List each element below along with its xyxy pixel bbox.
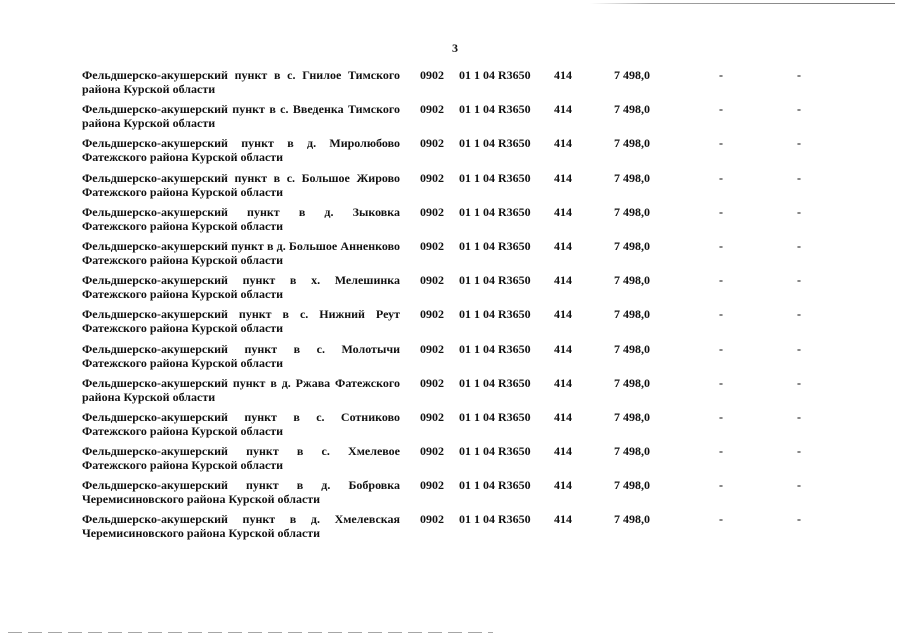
table-row (0, 342, 905, 376)
institution-name-line-2: района Курской области (82, 389, 216, 404)
target-article-code: 01 1 04 R3650 (459, 478, 531, 493)
table-row (0, 171, 905, 205)
section-code: 0902 (420, 444, 444, 459)
section-code: 0902 (420, 341, 444, 356)
institution-name-line-2: Фатежского района Курской области (82, 355, 284, 370)
institution-name-line-1: Фельдшерско-акушерский пункт в д. Хмелевская (82, 512, 400, 527)
target-article-code: 01 1 04 R3650 (459, 273, 531, 288)
target-article-code: 01 1 04 R3650 (459, 341, 531, 356)
amount-value: 7 498,0 (614, 512, 650, 527)
amount-year-2-value: - (719, 409, 723, 424)
expense-type-code: 414 (554, 68, 572, 82)
institution-name-line-2: Фатежского района Курской области (82, 423, 284, 438)
amount-year-3-value: - (797, 444, 801, 459)
section-code: 0902 (420, 307, 444, 322)
amount-value: 7 498,0 (614, 307, 650, 322)
institution-name-line-1: Фельдшерско-акушерский пункт в д. Бобровка (82, 478, 400, 493)
amount-year-3-value: - (797, 273, 801, 288)
institution-name (82, 478, 400, 506)
institution-name-line-2: района Курской области (82, 82, 216, 96)
amount-value: 7 498,0 (614, 170, 650, 185)
institution-name-line-1: Фельдшерско-акушерский пункт в д. Зыковка (82, 204, 400, 219)
institution-name (82, 68, 400, 96)
table-row (0, 68, 905, 102)
expense-type-code: 414 (554, 273, 572, 288)
amount-year-2-value: - (719, 170, 723, 185)
institution-name (82, 342, 400, 370)
amount-year-2-value: - (719, 478, 723, 493)
amount-year-2-value: - (719, 204, 723, 219)
table-row (0, 410, 905, 444)
table-row (0, 239, 905, 273)
amount-year-2-value: - (719, 307, 723, 322)
page-number: 3 (452, 41, 458, 55)
amount-year-2-value: - (719, 136, 723, 151)
target-article-code: 01 1 04 R3650 (459, 375, 531, 390)
table-row (0, 205, 905, 239)
amount-year-3-value: - (797, 170, 801, 185)
expense-type-code: 414 (554, 375, 572, 390)
expense-type-code: 414 (554, 409, 572, 424)
expense-type-code: 414 (554, 204, 572, 219)
institution-name-line-2: Черемисиновского района Курской области (82, 526, 321, 541)
amount-value: 7 498,0 (614, 273, 650, 288)
expense-type-code: 414 (554, 102, 572, 117)
section-code: 0902 (420, 170, 444, 185)
expense-type-code: 414 (554, 238, 572, 253)
amount-year-3-value: - (797, 478, 801, 493)
target-article-code: 01 1 04 R3650 (459, 170, 531, 185)
amount-value: 7 498,0 (614, 204, 650, 219)
institution-name-line-2: Фатежского района Курской области (82, 287, 284, 302)
table-row (0, 273, 905, 307)
amount-year-2-value: - (719, 512, 723, 527)
amount-year-2-value: - (719, 68, 723, 82)
table-row (0, 512, 905, 546)
institution-name (82, 239, 400, 267)
section-code: 0902 (420, 478, 444, 493)
institution-name-line-2: Фатежского района Курской области (82, 321, 284, 336)
institution-name (82, 410, 400, 438)
amount-year-2-value: - (719, 341, 723, 356)
institution-name-line-1: Фельдшерско-акушерский пункт в с. Сотниково (82, 409, 400, 424)
institution-name-line-1: Фельдшерско-акушерский пункт в х. Мелешинка (82, 273, 400, 288)
amount-year-2-value: - (719, 273, 723, 288)
expense-type-code: 414 (554, 136, 572, 151)
amount-value: 7 498,0 (614, 409, 650, 424)
institution-name-line-2: Фатежского района Курской области (82, 184, 284, 199)
institution-name-line-2: Фатежского района Курской области (82, 458, 284, 473)
section-code: 0902 (420, 204, 444, 219)
amount-year-3-value: - (797, 375, 801, 390)
amount-year-2-value: - (719, 375, 723, 390)
institution-name (82, 307, 400, 335)
institution-name-line-1: Фельдшерско-акушерский пункт в с. Молотычи (82, 341, 400, 356)
amount-year-3-value: - (797, 238, 801, 253)
institution-name-line-1: Фельдшерско-акушерский пункт в с. Гнилое Тимского (82, 68, 400, 82)
table-row (0, 376, 905, 410)
expense-type-code: 414 (554, 341, 572, 356)
target-article-code: 01 1 04 R3650 (459, 307, 531, 322)
institution-name (82, 205, 400, 233)
amount-value: 7 498,0 (614, 238, 650, 253)
institution-name-line-1: Фельдшерско-акушерский пункт в с. Нижний Реут (82, 307, 400, 322)
institution-name-line-1: Фельдшерско-акушерский пункт в с. Хмелевое (82, 444, 400, 459)
table-row (0, 136, 905, 170)
amount-value: 7 498,0 (614, 478, 650, 493)
amount-year-3-value: - (797, 307, 801, 322)
section-code: 0902 (420, 375, 444, 390)
target-article-code: 01 1 04 R3650 (459, 204, 531, 219)
institution-name (82, 376, 400, 404)
section-code: 0902 (420, 136, 444, 151)
expense-type-code: 414 (554, 307, 572, 322)
institution-name-line-1: Фельдшерско-акушерский пункт в с. Введенка Тимского (82, 102, 400, 117)
institution-name-line-2: Черемисиновского района Курской области (82, 492, 321, 507)
amount-year-3-value: - (797, 512, 801, 527)
section-code: 0902 (420, 238, 444, 253)
amount-year-3-value: - (797, 341, 801, 356)
target-article-code: 01 1 04 R3650 (459, 512, 531, 527)
amount-year-2-value: - (719, 444, 723, 459)
amount-year-3-value: - (797, 409, 801, 424)
scan-artifact-bottom (8, 632, 493, 633)
budget-table (0, 68, 905, 547)
institution-name (82, 136, 400, 164)
target-article-code: 01 1 04 R3650 (459, 68, 531, 82)
expense-type-code: 414 (554, 478, 572, 493)
institution-name (82, 444, 400, 472)
institution-name-line-2: района Курской области (82, 116, 216, 131)
target-article-code: 01 1 04 R3650 (459, 238, 531, 253)
section-code: 0902 (420, 273, 444, 288)
expense-type-code: 414 (554, 170, 572, 185)
expense-type-code: 414 (554, 512, 572, 527)
institution-name (82, 512, 400, 540)
amount-year-3-value: - (797, 102, 801, 117)
amount-year-2-value: - (719, 238, 723, 253)
expense-type-code: 414 (554, 444, 572, 459)
amount-value: 7 498,0 (614, 102, 650, 117)
amount-value: 7 498,0 (614, 136, 650, 151)
section-code: 0902 (420, 102, 444, 117)
table-row (0, 444, 905, 478)
table-row (0, 102, 905, 136)
amount-value: 7 498,0 (614, 444, 650, 459)
target-article-code: 01 1 04 R3650 (459, 136, 531, 151)
institution-name-line-1: Фельдшерско-акушерский пункт в д. Миролюбово (82, 136, 400, 151)
amount-year-3-value: - (797, 204, 801, 219)
institution-name-line-1: Фельдшерско-акушерский пункт в д. Большое Анненково (82, 238, 400, 253)
section-code: 0902 (420, 68, 444, 82)
institution-name-line-1: Фельдшерско-акушерский пункт в с. Большое Жирово (82, 170, 400, 185)
table-row (0, 478, 905, 512)
institution-name-line-2: Фатежского района Курской области (82, 252, 284, 267)
section-code: 0902 (420, 409, 444, 424)
amount-value: 7 498,0 (614, 68, 650, 82)
section-code: 0902 (420, 512, 444, 527)
institution-name (82, 273, 400, 301)
amount-year-3-value: - (797, 68, 801, 82)
institution-name-line-2: Фатежского района Курской области (82, 218, 284, 233)
scan-artifact-top (590, 3, 895, 4)
institution-name-line-2: Фатежского района Курской области (82, 150, 284, 165)
institution-name (82, 171, 400, 199)
amount-year-2-value: - (719, 102, 723, 117)
target-article-code: 01 1 04 R3650 (459, 102, 531, 117)
institution-name (82, 102, 400, 130)
amount-value: 7 498,0 (614, 375, 650, 390)
amount-year-3-value: - (797, 136, 801, 151)
amount-value: 7 498,0 (614, 341, 650, 356)
target-article-code: 01 1 04 R3650 (459, 409, 531, 424)
institution-name-line-1: Фельдшерско-акушерский пункт в д. Ржава Фатежского (82, 375, 400, 390)
table-row (0, 307, 905, 341)
target-article-code: 01 1 04 R3650 (459, 444, 531, 459)
